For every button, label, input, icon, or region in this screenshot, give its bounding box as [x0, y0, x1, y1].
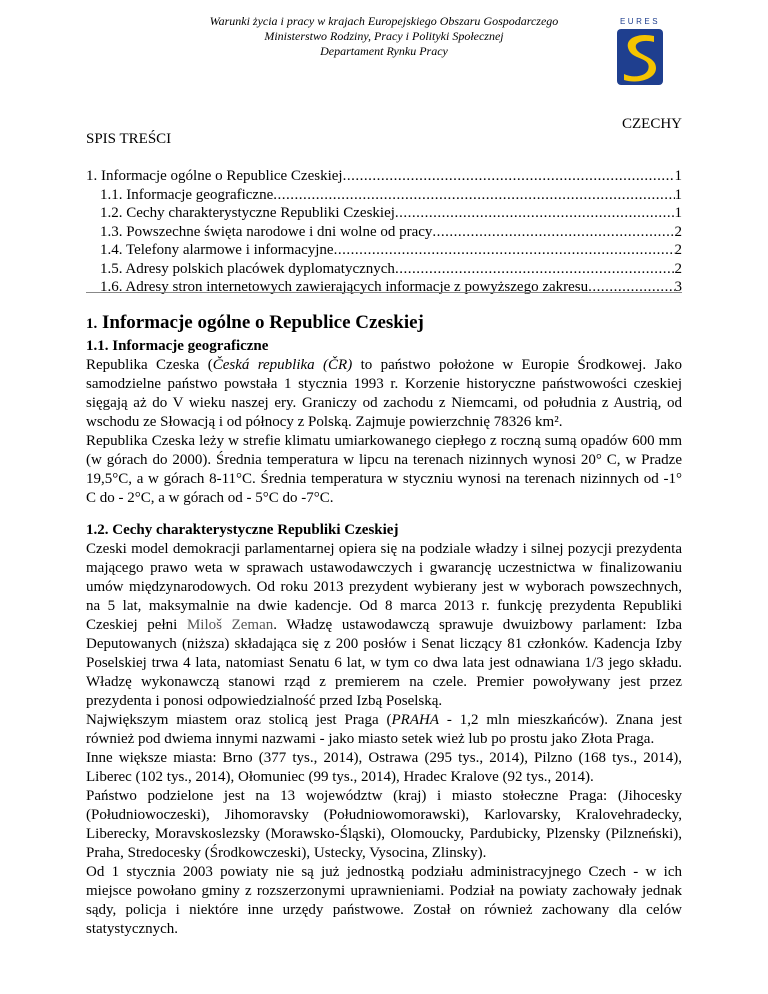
- paragraph: Republika Czeska (Česká republika (ČR) to państwo położone w Europie Środkowej. Jako samodzielne państwo powstała 1 stycznia 1993 r. Korzenie historyczne państwowości czeskiej sięgają aż do V wieku naszej ery. Graniczy od zachodu z Niemcami, od południa z Austrią, od wschodu ze Słowacją i od północy z Polską. Zajmuje powierzchnię 78326 km².: [86, 357, 683, 430]
- divider: [86, 292, 682, 293]
- paragraph: Republika Czeska leży w strefie klimatu umiarkowanego ciepłego z roczną sumą opadów 600 mm (w górach do 2000). Średnia temperatura w lipcu na terenach nizinnych wynosi 20° C, w Pradze 19,5°C, a w górach 8-11°C. Średnia temperatura w styczniu wynosi na terenach nizinnych od -1° C do - 2°C, a w górach od - 5°C do -7°C.: [86, 433, 682, 506]
- president-name: Miloš Zeman: [186, 617, 274, 633]
- eures-logo: [614, 14, 666, 88]
- svg-text:EURES: EURES: [619, 17, 661, 26]
- subsection-heading: 1.1. Informacje geograficzne: [86, 338, 269, 354]
- paragraph: Od 1 stycznia 2003 powiaty nie są już jednostką podziału administracyjnego Czech - w ich miejsce powołano gminy z rozszerzonymi uprawnieniami. Podział na powiaty zachowały jednak sądy, policja i niektóre inne urzędy państwowe. Został on również zachowany dla celów statystycznych.: [86, 864, 682, 937]
- section-heading: 1. Informacje ogólne o Republice Czeskiej: [86, 312, 424, 333]
- table-of-contents: [86, 167, 682, 297]
- header-line-1: Warunki życia i pracy w krajach Europejskiego Obszaru Gospodarczego: [209, 14, 559, 28]
- header-line-2: Ministerstwo Rodziny, Pracy i Polityki Społecznej: [264, 29, 504, 43]
- toc-item[interactable]: 1.2. Cechy charakterystyczne Republiki Czeskiej ..... 1: [86, 204, 682, 223]
- paragraph: Państwo podzielone jest na 13 województw (kraj) i miasto stołeczne Praga: (Jihocesky (Południowoczeski), Jihomoravsky (Południowomorawski), Karlovarsky, Kralovehradecky, Liberecky, Moravskoslezsky (Morawsko-Śląski), Olomoucky, Pardubicky, Plzensky (Pilzneński), Praha, Stredocesky (Środkowczeski), Ustecky, Vysocina, Zlinsky).: [86, 788, 682, 861]
- paragraph: Największym miastem oraz stolicą jest Praga (PRAHA - 1,2 mln mieszkańców). Znana jest również pod dwiema innymi nazwami - jako miasto setek wież lub po prostu jako Złota Praga.: [86, 712, 682, 747]
- header-line-3: Departament Rynku Pracy: [320, 44, 448, 58]
- toc-item[interactable]: 1.5. Adresy polskich placówek dyplomatycznych ..... 2: [86, 260, 682, 279]
- toc-item[interactable]: 1. Informacje ogólne o Republice Czeskiej ..... 1: [86, 167, 682, 186]
- toc-item[interactable]: 1.1. Informacje geograficzne ..... 1: [86, 186, 682, 205]
- subsection-heading: 1.2. Cechy charakterystyczne Republiki Czeskiej: [86, 522, 399, 538]
- toc-item[interactable]: 1.3. Powszechne święta narodowe i dni wolne od pracy ..... 2: [86, 223, 682, 242]
- paragraph: Czeski model demokracji parlamentarnej opiera się na podziale władzy i silnej pozycji prezydenta mającego prawo weta w sprawach ustawodawczych i gwarancję uczestnictwa w finalizowaniu umów międzynarodowych. Od roku 2013 prezydent wybierany jest w wyborach powszechnych, na 5 lat, maksymalnie na dwie kadencje. Od 8 marca 2013 r. funkcję prezydenta Republiki Czeskiej pełni Miloš Zeman. Władzę ustawodawczą sprawuje dwuizbowy parlament: Izba Deputowanych (niższa) składająca się z 200 posłów i Senat liczący 81 członków. Kadencja Izby Poselskiej trwa 4 lata, natomiast Senatu 6 lat, w tym co dwa lata jest odnawiana 1/3 jego składu. Władzę wykonawczą stanowi rząd z premierem na czele. Premier powoływany jest przez prezydenta i ponosi odpowiedzialność przed Izbą Poselską.: [86, 541, 682, 709]
- toc-item[interactable]: 1.6. Adresy stron internetowych zawierających informacje z powyższego zakresu ..... 3: [86, 278, 682, 297]
- toc-item[interactable]: 1.4. Telefony alarmowe i informacyjne ..... 2: [86, 241, 682, 260]
- paragraph: Inne większe miasta: Brno (377 tys., 2014), Ostrawa (295 tys., 2014), Pilzno (168 tys., 2014), Liberec (102 tys., 2014), Ołomuniec (99 tys., 2014), Hradec Kralove (92 tys., 2014).: [86, 750, 682, 785]
- country-name: CZECHY: [622, 116, 682, 132]
- toc-title: SPIS TREŚCI: [86, 131, 172, 147]
- document-body: [86, 312, 682, 939]
